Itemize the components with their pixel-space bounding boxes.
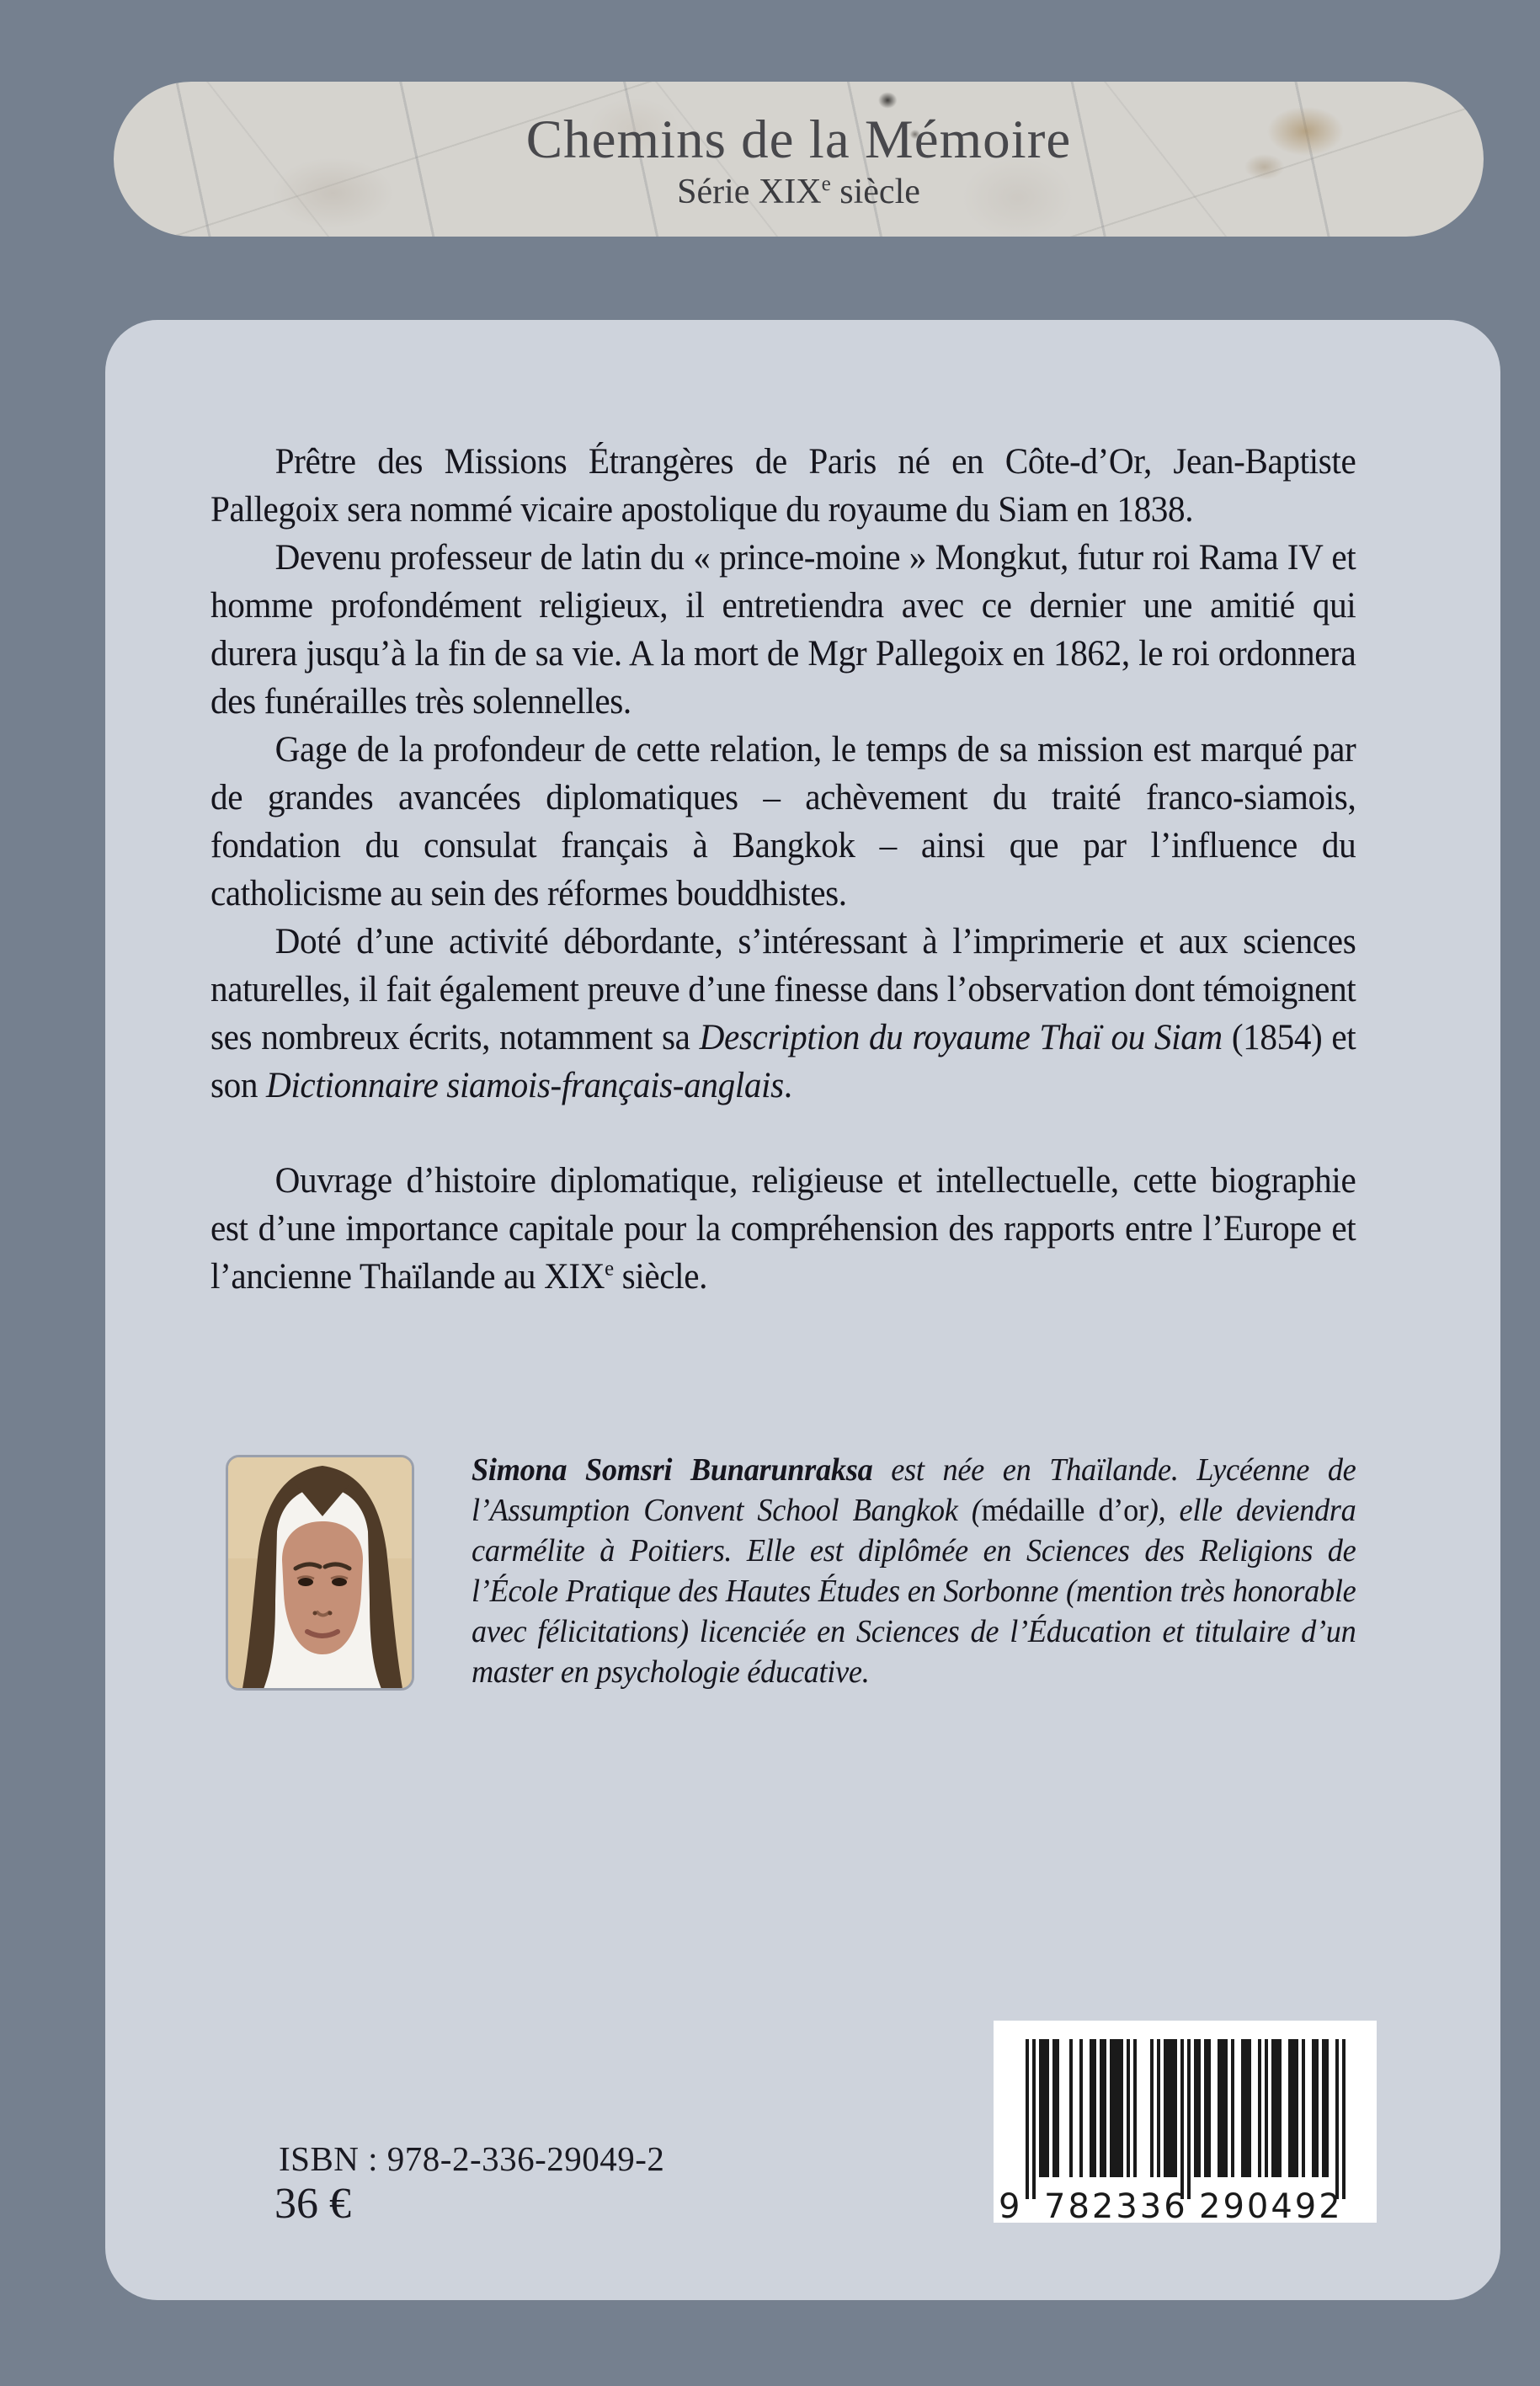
book-title-italic: Description du royaume Thaï ou Siam	[699, 1018, 1223, 1057]
isbn-text: ISBN : 978-2-336-29049-2	[279, 2139, 665, 2178]
paragraph-3: Gage de la profondeur de cette relation, le temps de sa mission est marqué par de grandes avancées diplomatiques – achèvement du traité franco-siamois, fondation du consulat français à Bangkok – ainsi que par l’influence du catholicisme au sein des réformes bouddhistes.	[210, 730, 1356, 913]
barcode	[994, 2021, 1377, 2223]
ean13-barcode	[994, 2021, 1377, 2223]
paragraph-4-text-3: .	[783, 1066, 792, 1105]
series-banner	[114, 82, 1484, 237]
paragraph-5	[210, 1157, 1356, 1301]
collection-subtitle	[677, 172, 920, 212]
bio-text-2: ), elle deviendra carmélite à Poitiers. Elle est diplômée en Sciences des Religions de l’École Pratique des Hautes Études en Sorbonne (mention très honorable avec félicitations) licenciée en Sciences de l’Éducation et titulaire d’un master en psychologie éducative.	[472, 1493, 1356, 1690]
paragraph-4	[210, 918, 1356, 1110]
century-superscript: e	[605, 1255, 614, 1281]
price-text: 36 €	[274, 2180, 351, 2228]
svg-text:290492: 290492	[1199, 2187, 1343, 2223]
summary-text	[210, 438, 1356, 1301]
paragraph-4-text: Doté d’une activité débordante, s’intéressant à l’imprimerie et aux sciences naturelles, il fait également preuve d’une finesse dans l’observation dont témoignent ses nombreux écrits, notamment sa	[210, 922, 1356, 1057]
nun-portrait-illustration	[228, 1457, 414, 1691]
book-title-italic-2: Dictionnaire siamois-français-anglais	[265, 1066, 784, 1105]
author-name: Simona Somsri Bunarunraksa	[472, 1452, 873, 1488]
paragraph-1: Prêtre des Missions Étrangères de Paris né en Côte-d’Or, Jean-Baptiste Pallegoix sera nommé vicaire apostolique du royaume du Siam en 1838.	[210, 442, 1356, 530]
paragraph-5-text-end: siècle.	[613, 1257, 708, 1297]
svg-text:9: 9	[999, 2187, 1020, 2223]
collection-title: Chemins de la Mémoire	[525, 109, 1072, 170]
subtitle-text: Série XIX	[677, 173, 822, 211]
subtitle-text-end: siècle	[830, 173, 920, 211]
paragraph-5-text: Ouvrage d’histoire diplomatique, religieuse et intellectuelle, cette biographie est d’une importance capitale pour la compréhension des rapports entre l’Europe et l’ancienne Thaïlande au XIX	[210, 1161, 1356, 1297]
bio-roman-emphasis: médaille d’or	[981, 1493, 1148, 1528]
paragraph-4-text-2: (1854) et son	[210, 1018, 1356, 1105]
bio-text-1: est née en Thaïlande. Lycéenne de l’Assumption Convent School Bangkok (	[472, 1452, 1356, 1528]
paragraph-2: Devenu professeur de latin du « prince-moine » Mongkut, futur roi Rama IV et homme profondément religieux, il entretiendra avec ce dernier une amitié qui durera jusqu’à la fin de sa vie. A la mort de Mgr Pallegoix en 1862, le roi ordonnera des funérailles très solennelles.	[210, 538, 1356, 722]
author-bio	[472, 1450, 1356, 1692]
author-photo	[226, 1455, 414, 1691]
svg-text:782336: 782336	[1044, 2187, 1188, 2223]
subtitle-superscript: e	[821, 173, 831, 195]
